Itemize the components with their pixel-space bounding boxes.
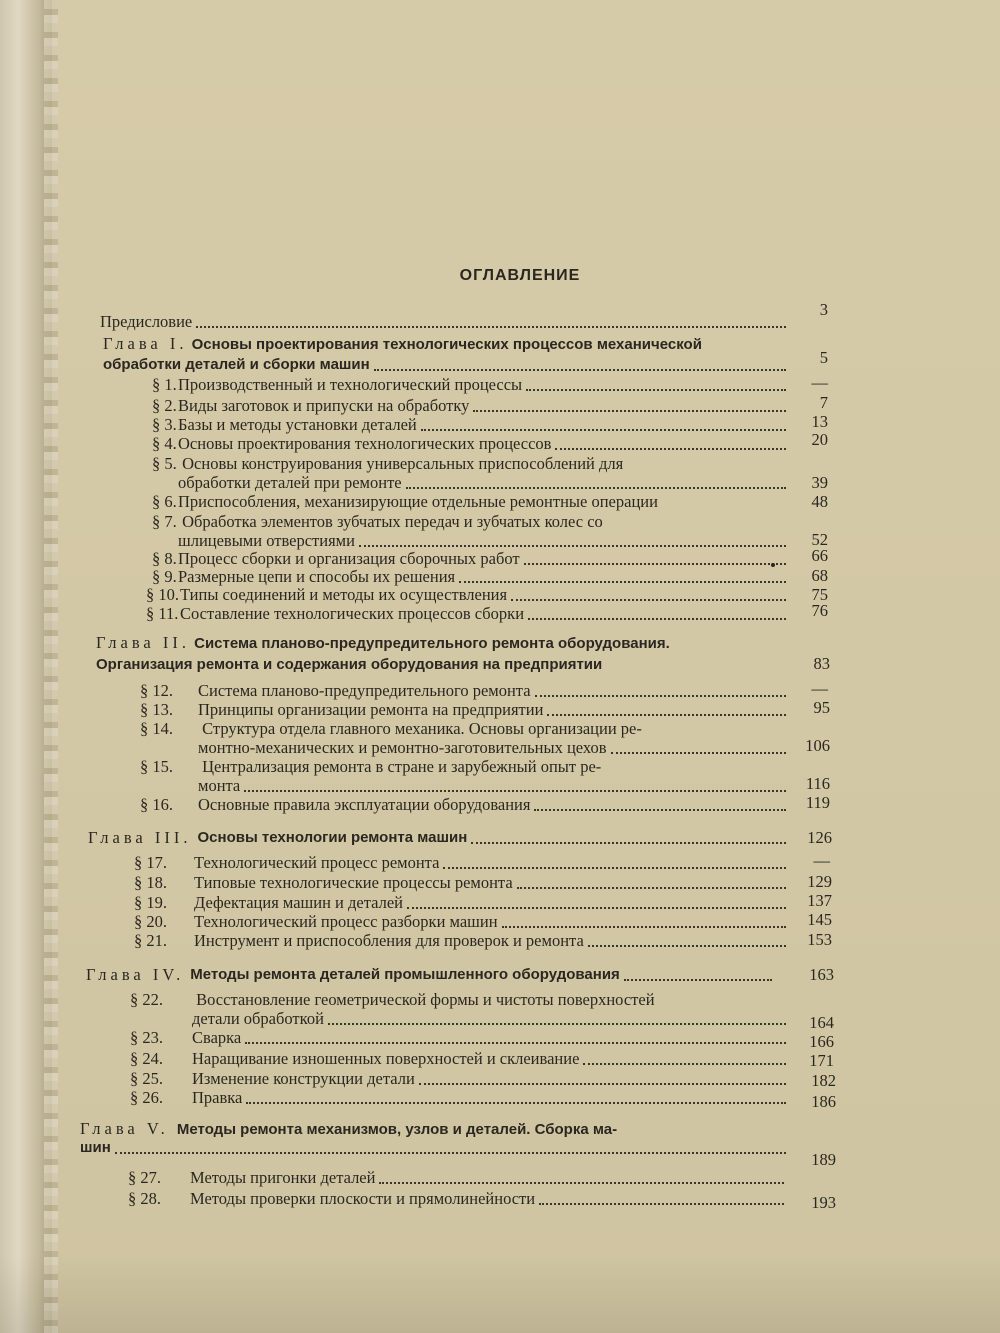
chapter-3-label: Глава III. xyxy=(88,828,192,847)
section-15 xyxy=(140,757,601,776)
section-26-page: 186 xyxy=(811,1092,836,1111)
section-27-num: § 27. xyxy=(128,1168,161,1187)
section-21-page: 153 xyxy=(807,930,832,949)
section-3-title: Базы и методы установки деталей xyxy=(178,415,417,434)
chapter-3-title: Основы технологии ремонта машин xyxy=(197,829,468,846)
section-2-title: Виды заготовок и припуски на обработку xyxy=(178,396,470,415)
preface-page: 3 xyxy=(819,300,828,319)
section-14-cont xyxy=(198,738,790,757)
dot-leader xyxy=(115,1151,786,1154)
section-11-num: § 11. xyxy=(146,604,179,623)
section-4-title: Основы проектирования технологических процессов xyxy=(178,434,552,453)
section-5-page: 39 xyxy=(811,473,828,492)
section-19 xyxy=(134,893,790,912)
section-4-num: § 4. xyxy=(152,434,177,453)
section-9 xyxy=(152,567,790,586)
dot-leader xyxy=(471,841,786,844)
section-21-num: § 21. xyxy=(134,931,167,950)
section-21-title: Инструмент и приспособления для проверок и ремонта xyxy=(194,931,584,950)
section-5-cont xyxy=(178,473,790,492)
section-24-title: Наращивание изношенных поверхностей и склеивание xyxy=(192,1049,580,1068)
chapter-1-heading-cont xyxy=(103,355,790,374)
section-9-page: 68 xyxy=(811,566,828,585)
section-18-num: § 18. xyxy=(134,873,167,892)
dot-leader xyxy=(528,617,786,620)
section-1-title: Производственный и технологический процессы xyxy=(178,375,523,394)
section-25-num: § 25. xyxy=(130,1069,163,1088)
dot-leader xyxy=(517,886,786,889)
section-11-title: Составление технологических процессов сборки xyxy=(180,604,525,623)
section-22-title-line-2: детали обработкой xyxy=(192,1009,324,1028)
section-19-title: Дефектация машин и деталей xyxy=(194,893,403,912)
section-19-page: 137 xyxy=(807,891,832,910)
section-11-page: 76 xyxy=(811,601,828,620)
section-10-num: § 10. xyxy=(146,585,179,604)
chapter-5-heading xyxy=(80,1119,617,1139)
section-3 xyxy=(152,415,790,434)
dot-leader xyxy=(459,580,786,583)
section-27-title: Методы пригонки деталей xyxy=(190,1168,376,1187)
section-17-title: Технологический процесс ремонта xyxy=(194,853,440,872)
dot-leader xyxy=(406,486,786,489)
section-20-num: § 20. xyxy=(134,912,167,931)
section-7 xyxy=(152,512,603,531)
dot-leader xyxy=(473,409,786,412)
chapter-1-page: 5 xyxy=(819,348,828,367)
dot-leader xyxy=(443,866,786,869)
chapter-1-heading xyxy=(103,334,702,354)
chapter-4-label: Глава IV. xyxy=(86,965,185,984)
section-17-page: — xyxy=(813,851,830,870)
dot-leader xyxy=(328,1022,786,1025)
dot-leader xyxy=(555,447,786,450)
section-14-title-line-1: Структура отдела главного механика. Основы организации ре- xyxy=(202,719,642,738)
section-7-num: § 7. xyxy=(152,512,177,531)
chapter-4-heading xyxy=(86,965,776,984)
section-6-page: 48 xyxy=(811,492,828,511)
section-7-title-line-1: Обработка элементов зубчатых передач и зубчатых колес со xyxy=(182,512,603,531)
chapter-1-title-line-2: обработки деталей и сборки машин xyxy=(103,356,370,373)
section-22-cont xyxy=(192,1009,790,1028)
chapter-5-heading-cont xyxy=(80,1138,790,1157)
dot-leader xyxy=(547,713,786,716)
section-14 xyxy=(140,719,642,738)
section-18-title: Типовые технологические процессы ремонта xyxy=(194,873,513,892)
section-25-page: 182 xyxy=(811,1071,836,1090)
section-21 xyxy=(134,931,790,950)
section-28-page: 193 xyxy=(811,1193,836,1212)
section-14-page: 106 xyxy=(805,736,830,755)
section-14-title-line-2: монтно-механических и ремонтно-заготовительных цехов xyxy=(198,738,607,757)
toc-title: ОГЛАВЛЕНИЕ xyxy=(459,267,581,284)
chapter-5-page: 189 xyxy=(811,1150,836,1169)
section-26-num: § 26. xyxy=(130,1088,163,1107)
section-8-num: § 8. xyxy=(152,549,177,568)
section-23-page: 166 xyxy=(809,1032,834,1051)
section-9-title: Размерные цепи и способы их решения xyxy=(178,567,456,586)
section-4 xyxy=(152,434,790,453)
section-24-num: § 24. xyxy=(130,1049,163,1068)
section-19-num: § 19. xyxy=(134,893,167,912)
section-5-num: § 5. xyxy=(152,454,177,473)
section-1-page: — xyxy=(811,373,828,392)
dot-leader xyxy=(539,1202,784,1205)
section-15-num: § 15. xyxy=(140,757,173,776)
dot-leader xyxy=(246,1101,786,1104)
section-1-num: § 1. xyxy=(152,375,177,394)
dot-leader xyxy=(534,808,786,811)
preface-label: Предисловие xyxy=(100,312,193,331)
section-2 xyxy=(152,396,790,415)
dot-leader xyxy=(524,562,786,565)
section-16 xyxy=(140,795,790,814)
section-28-title: Методы проверки плоскости и прямолинейности xyxy=(190,1189,536,1208)
section-5 xyxy=(152,454,623,473)
dot-leader xyxy=(526,388,786,391)
section-8-page: 66 xyxy=(811,546,828,565)
section-12-title: Система планово-предупредительного ремонта xyxy=(198,681,531,700)
section-13 xyxy=(140,700,790,719)
chapter-2-label: Глава II. xyxy=(96,633,190,652)
section-16-page: 119 xyxy=(805,793,830,812)
chapter-2-title-line-2: Организация ремонта и содержания оборудования на предприятии xyxy=(96,656,603,673)
chapter-3-page: 126 xyxy=(807,828,832,847)
toc-preface xyxy=(100,312,790,331)
section-13-page: 95 xyxy=(813,698,830,717)
section-10-page: 75 xyxy=(811,585,828,604)
dot-leader xyxy=(419,1082,786,1085)
section-7-page: 52 xyxy=(811,530,828,549)
section-6-title: Приспособления, механизирующие отдельные ремонтные операции xyxy=(178,492,658,511)
chapter-2-heading-cont xyxy=(96,654,602,674)
section-10 xyxy=(146,585,790,604)
dot-leader xyxy=(407,906,786,909)
section-26-title: Правка xyxy=(192,1088,243,1107)
section-3-num: § 3. xyxy=(152,415,177,434)
section-13-title: Принципы организации ремонта на предприятии xyxy=(198,700,544,719)
section-6-num: § 6. xyxy=(152,492,177,511)
dot-leader xyxy=(511,598,786,601)
chapter-2-page: 83 xyxy=(813,654,830,673)
chapter-5-label: Глава V. xyxy=(80,1119,169,1138)
section-25 xyxy=(130,1069,790,1088)
section-12 xyxy=(140,681,790,700)
section-26 xyxy=(130,1088,790,1107)
dot-leader xyxy=(421,428,786,431)
section-18 xyxy=(134,873,790,892)
dot-leader xyxy=(374,368,786,371)
section-12-page: — xyxy=(811,679,828,698)
dot-leader xyxy=(379,1181,784,1184)
section-8-title: Процесс сборки и организация сборочных работ xyxy=(178,549,520,568)
chapter-5-title-line-1: Методы ремонта механизмов, узлов и деталей. Сборка ма- xyxy=(176,1121,618,1138)
section-15-title-line-1: Централизация ремонта в стране и зарубежный опыт ре- xyxy=(202,757,602,776)
section-16-title: Основные правила эксплуатации оборудования xyxy=(198,795,531,814)
section-23-num: § 23. xyxy=(130,1028,163,1047)
section-16-num: § 16. xyxy=(140,795,173,814)
section-18-page: 129 xyxy=(807,872,832,891)
section-12-num: § 12. xyxy=(140,681,173,700)
chapter-4-title: Методы ремонта деталей промышленного оборудования xyxy=(190,966,620,983)
dot-leader xyxy=(535,694,786,697)
section-25-title: Изменение конструкции детали xyxy=(192,1069,415,1088)
section-10-title: Типы соединений и методы их осуществления xyxy=(180,585,508,604)
section-20-title: Технологический процесс разборки машин xyxy=(194,912,498,931)
section-22-title-line-1: Восстановление геометрической формы и чистоты поверхностей xyxy=(196,990,655,1009)
section-23-title: Сварка xyxy=(192,1028,242,1047)
chapter-2-title-line-1: Система планово-предупредительного ремонта оборудования. xyxy=(194,635,670,652)
chapter-5-title-line-2: шин xyxy=(80,1139,111,1156)
chapter-4-page: 163 xyxy=(809,965,834,984)
dot-leader xyxy=(359,544,786,547)
dot-leader xyxy=(611,751,786,754)
section-15-cont xyxy=(198,776,790,795)
section-15-title-line-2: монта xyxy=(198,776,241,795)
dot-leader xyxy=(502,925,786,928)
section-3-page: 13 xyxy=(811,412,828,431)
section-2-page: 7 xyxy=(819,393,828,412)
dot-leader xyxy=(196,325,786,328)
section-20-page: 145 xyxy=(807,910,832,929)
section-27 xyxy=(128,1168,788,1187)
section-22-page: 164 xyxy=(809,1013,834,1032)
chapter-3-heading xyxy=(88,828,790,847)
section-4-page: 20 xyxy=(811,430,828,449)
section-20 xyxy=(134,912,790,931)
section-2-num: § 2. xyxy=(152,396,177,415)
section-22 xyxy=(130,990,655,1009)
section-8 xyxy=(152,549,790,568)
section-14-num: § 14. xyxy=(140,719,173,738)
section-23 xyxy=(130,1028,790,1047)
section-22-num: § 22. xyxy=(130,990,163,1009)
section-9-num: § 9. xyxy=(152,567,177,586)
dot-leader xyxy=(588,944,786,947)
section-7-title-line-2: шлицевыми отверстиями xyxy=(178,531,355,550)
section-24 xyxy=(130,1049,790,1068)
section-28 xyxy=(128,1189,788,1208)
section-15-page: 116 xyxy=(805,774,830,793)
dot-leader xyxy=(245,1041,786,1044)
section-1 xyxy=(152,375,790,394)
section-17-num: § 17. xyxy=(134,853,167,872)
section-28-num: § 28. xyxy=(128,1189,161,1208)
section-17 xyxy=(134,853,790,872)
section-24-page: 171 xyxy=(809,1051,834,1070)
chapter-1-label: Глава I. xyxy=(103,334,188,353)
section-7-cont xyxy=(178,531,790,550)
section-5-title-line-2: обработки деталей при ремонте xyxy=(178,473,402,492)
section-11 xyxy=(146,604,790,623)
section-13-num: § 13. xyxy=(140,700,173,719)
section-5-title-line-1: Основы конструирования универсальных приспособлений для xyxy=(182,454,624,473)
dot-leader xyxy=(583,1062,786,1065)
chapter-1-title-line-1: Основы проектирования технологических процессов механической xyxy=(191,336,702,353)
dot-leader xyxy=(244,789,786,792)
dot-leader xyxy=(624,978,772,981)
chapter-2-heading xyxy=(96,633,670,653)
section-6 xyxy=(152,492,790,511)
